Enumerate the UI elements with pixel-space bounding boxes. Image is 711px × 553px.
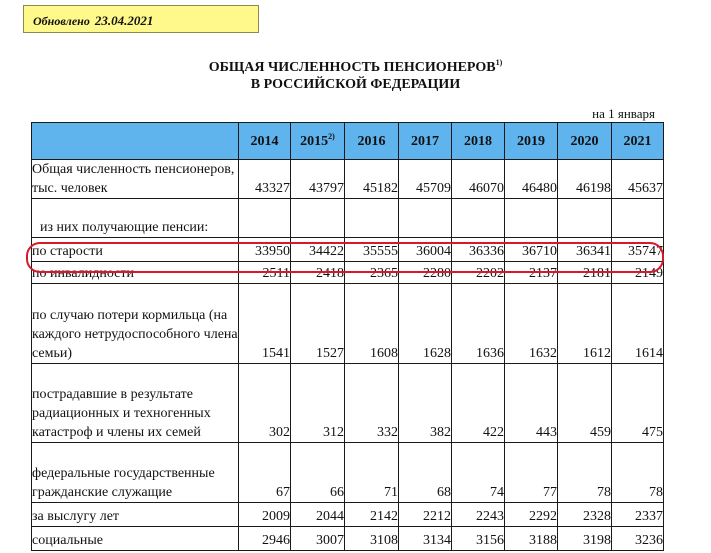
cell-value: 36004 [399, 238, 452, 262]
cell-value: 3007 [291, 527, 345, 551]
row-label: пострадавшие в результате радиационных и техногенных катастроф и члены их семей [32, 364, 239, 443]
cell-value: 2292 [505, 503, 558, 527]
row-subheader [32, 199, 664, 238]
row-label: социальные [32, 527, 239, 551]
cell-value: 1628 [399, 284, 452, 364]
cell-value: 3188 [505, 527, 558, 551]
cell-value: 459 [558, 364, 612, 443]
row-label: из них получающие пенсии: [32, 199, 239, 238]
cell-value: 3134 [399, 527, 452, 551]
cell-value: 67 [239, 443, 291, 503]
cell-value: 71 [345, 443, 399, 503]
row-survivor [32, 284, 664, 364]
cell-value [612, 199, 664, 238]
cell-value: 3236 [612, 527, 664, 551]
cell-value: 1527 [291, 284, 345, 364]
cell-value: 1541 [239, 284, 291, 364]
row-label: федеральные государственные гражданские служащие [32, 443, 239, 503]
cell-value: 3108 [345, 527, 399, 551]
cell-value: 43327 [239, 160, 291, 199]
cell-value: 1608 [345, 284, 399, 364]
cell-value: 443 [505, 364, 558, 443]
row-radiation [32, 364, 664, 443]
cell-value: 45182 [345, 160, 399, 199]
row-label: по инвалидности [32, 262, 239, 284]
cell-value: 1632 [505, 284, 558, 364]
as-of-note: на 1 января [592, 106, 655, 121]
cell-value: 2365 [345, 262, 399, 284]
row-civil-servants [32, 443, 664, 503]
cell-value: 382 [399, 364, 452, 443]
cell-value: 78 [558, 443, 612, 503]
cell-value: 36710 [505, 238, 558, 262]
cell-value: 43797 [291, 160, 345, 199]
header-year: 2016 [345, 123, 399, 160]
title-footnote-mark: 1) [495, 58, 503, 67]
cell-value: 35555 [345, 238, 399, 262]
row-label: за выслугу лет [32, 503, 239, 527]
row-long-service [32, 503, 664, 527]
row-label: по случаю потери кормильца (на каждого нетрудоспособного члена семьи) [32, 284, 239, 364]
header-year: 2014 [239, 123, 291, 160]
cell-value: 2337 [612, 503, 664, 527]
header-year: 2018 [452, 123, 505, 160]
header-year: 2019 [505, 123, 558, 160]
cell-value: 45709 [399, 160, 452, 199]
cell-value: 3198 [558, 527, 612, 551]
cell-value: 475 [612, 364, 664, 443]
page-title [0, 54, 711, 93]
cell-value: 1614 [612, 284, 664, 364]
cell-value: 77 [505, 443, 558, 503]
header-label-cell [32, 123, 239, 160]
cell-value: 78 [612, 443, 664, 503]
cell-value: 2418 [291, 262, 345, 284]
header-year: 2020 [558, 123, 612, 160]
cell-value: 36336 [452, 238, 505, 262]
row-old-age [32, 238, 664, 262]
cell-value: 34422 [291, 238, 345, 262]
cell-value: 422 [452, 364, 505, 443]
cell-value: 2202 [452, 262, 505, 284]
cell-value: 3156 [452, 527, 505, 551]
cell-value: 46480 [505, 160, 558, 199]
updated-label: Обновлено [33, 14, 90, 28]
cell-value: 2280 [399, 262, 452, 284]
cell-value [558, 199, 612, 238]
cell-value [291, 199, 345, 238]
cell-value: 68 [399, 443, 452, 503]
row-label: Общая численность пенсионеров, тыс. человек [32, 160, 239, 199]
cell-value: 35747 [612, 238, 664, 262]
row-total [32, 160, 664, 199]
cell-value: 36341 [558, 238, 612, 262]
cell-value [452, 199, 505, 238]
cell-value: 45637 [612, 160, 664, 199]
cell-value: 332 [345, 364, 399, 443]
cell-value: 302 [239, 364, 291, 443]
row-social [32, 527, 664, 551]
cell-value: 46198 [558, 160, 612, 199]
cell-value: 2181 [558, 262, 612, 284]
cell-value: 2946 [239, 527, 291, 551]
cell-value [345, 199, 399, 238]
header-year: 2021 [612, 123, 664, 160]
cell-value: 66 [291, 443, 345, 503]
cell-value: 33950 [239, 238, 291, 262]
updated-date: 23.04.2021 [94, 13, 154, 28]
header-year: 2017 [399, 123, 452, 160]
cell-value: 312 [291, 364, 345, 443]
updated-note [23, 5, 259, 33]
cell-value: 2009 [239, 503, 291, 527]
title-line-1: ОБЩАЯ ЧИСЛЕННОСТЬ ПЕНСИОНЕРОВ [208, 60, 496, 75]
header-year: 2015$^{2)}$ [291, 123, 345, 160]
cell-value: 2328 [558, 503, 612, 527]
cell-value: 46070 [452, 160, 505, 199]
cell-value: 2511 [239, 262, 291, 284]
cell-value: 1612 [558, 284, 612, 364]
cell-value: 1636 [452, 284, 505, 364]
cell-value [505, 199, 558, 238]
cell-value: 2142 [345, 503, 399, 527]
cell-value: 2243 [452, 503, 505, 527]
cell-value [399, 199, 452, 238]
row-disability [32, 262, 664, 284]
cell-value: 2044 [291, 503, 345, 527]
title-line-2: В РОССИЙСКОЙ ФЕДЕРАЦИИ [250, 77, 461, 92]
pensioners-table [31, 122, 664, 551]
cell-value: 2212 [399, 503, 452, 527]
cell-value [239, 199, 291, 238]
cell-value: 2149 [612, 262, 664, 284]
cell-value: 74 [452, 443, 505, 503]
table-header-row [32, 123, 664, 160]
cell-value: 2137 [505, 262, 558, 284]
row-label: по старости [32, 238, 239, 262]
